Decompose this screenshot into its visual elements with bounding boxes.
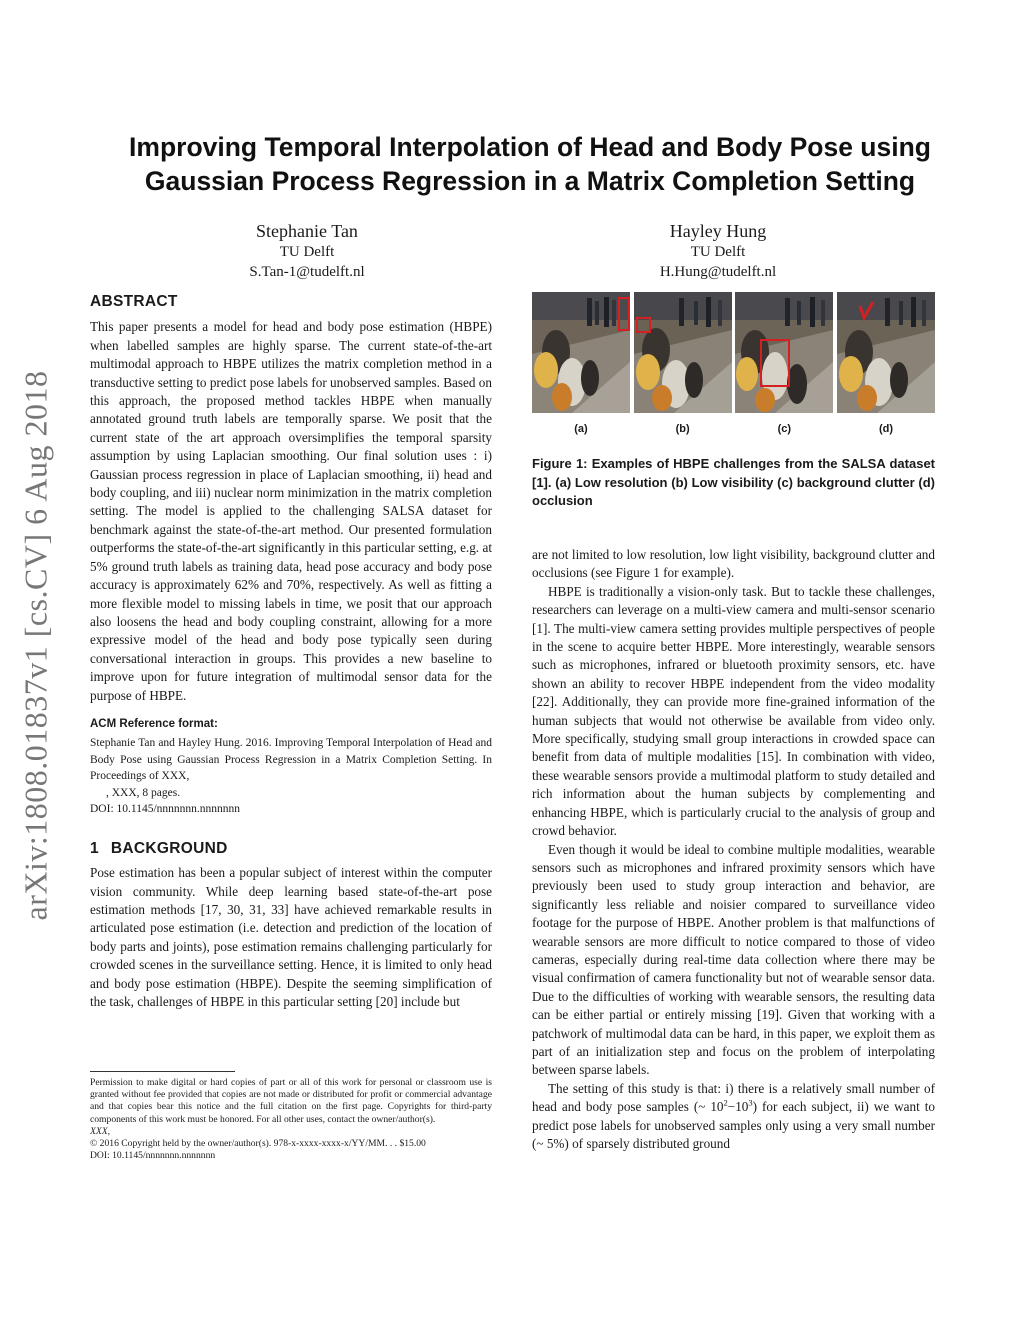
section-number: 1	[90, 839, 99, 857]
arxiv-identifier: arXiv:1808.01837v1 [cs.CV] 6 Aug 2018	[17, 369, 54, 921]
figure-panels	[532, 292, 935, 435]
copyright-text: © 2016 Copyright held by the owner/author(s). 978-x-xxxx-xxxx-x/YY/MM. . . $15.00	[90, 1138, 426, 1150]
title-line-2: Gaussian Process Regression in a Matrix Completion Setting	[144, 166, 916, 196]
figure-panel-a	[532, 292, 630, 435]
paper-title	[60, 130, 1000, 198]
author-block-2	[568, 220, 868, 282]
acm-reference-pages: , XXX, 8 pages.	[106, 786, 181, 799]
exponent: 2	[723, 1097, 728, 1108]
author-name: Hayley Hung	[669, 221, 767, 241]
figure-panel-b	[634, 292, 732, 435]
permission-text: Permission to make digital or hard copies of part or all of this work for personal or classroom use is granted without fee provided that copies are not made or distributed for profit or commercial advantage and that copies bear this notice and the full citation on the first page. Copyrights for third-party components of this work must be honored. For all other uses, contact the owner/author(s).	[90, 1077, 492, 1125]
acm-reference-heading: ACM Reference format:	[90, 717, 218, 730]
author-name: Stephanie Tan	[256, 221, 358, 241]
scene-photo-d	[837, 292, 935, 413]
scene-photo-b	[634, 292, 732, 413]
exponent: 3	[748, 1097, 753, 1108]
panel-label: (a)	[574, 423, 588, 435]
arxiv-stamp	[17, 350, 54, 940]
author-affiliation: TU Delft	[279, 244, 335, 260]
acm-reference-doi: DOI: 10.1145/nnnnnnn.nnnnnnn	[90, 803, 241, 816]
footnote-doi: DOI: 10.1145/nnnnnnn.nnnnnnn	[90, 1150, 216, 1162]
background-paragraph-3: Even though it would be ideal to combine multiple modalities, wearable sensors such as microphones and infrared proximity sensors which have previously been used to study group interaction and behavior, are significantly less reliable and noisier compared to surveillance video footage for the purpose of HBPE. Another problem is that malfunctions of wearable sensors are more difficult to notice compared to those of video cameras, especially during real-time data collection where there may be visual confirmation of camera functionality but not of wearable sensor data. Due to the difficulties of working with wearable sensors, the resulting data can be either partial or entirely missing [19]. Given that working with a patchwork of multimodal data can be hard, in this paper, we exploit them as part of an initialization step and focus on the problem of interpolating between sparse labels.	[532, 841, 935, 1078]
acm-reference-text: Stephanie Tan and Hayley Hung. 2016. Improving Temporal Interpolation of Head and Body Pose using Gaussian Process Regression in a Matrix Completion Setting. In Proceedings of XXX,	[90, 737, 492, 783]
paragraph-text: −10	[727, 1099, 749, 1115]
footnote-divider	[90, 1071, 235, 1072]
paragraph-text: ) for each subject, ii) we want to predict pose labels for unobserved samples only using a very small number (~ 5%) of sparsely distributed ground	[532, 1099, 935, 1151]
right-column	[532, 546, 935, 1153]
section-heading	[90, 840, 492, 858]
author-email: S.Tan-1@tudelft.nl	[249, 264, 365, 280]
background-paragraph-4	[532, 1080, 935, 1154]
background-paragraph-1: Pose estimation has been a popular subject of interest within the computer vision community. While deep learning based state-of-the-art pose estimation methods [17, 30, 31, 33] have achieved remarkable results in articulated pose estimation (i.e. detection and prediction of the location of body parts and joints), pose estimation remains challenging particularly for crowded scenes in the surveillance setting. Hence, it is limited to only head and body pose estimation (HBPE). Despite the seeming simplification of the task, challenges of HBPE in this particular setting [20] include but	[90, 865, 492, 1010]
scene-photo-c	[735, 292, 833, 413]
paragraph-text: The setting of this study is that: i) there is a relatively small number of head and body pose samples (~ 10	[532, 1080, 935, 1115]
background-paragraph-2: HBPE is traditionally a vision-only task. But to tackle these challenges, researchers can leverage on a multi-view camera and multi-sensor scenario [1]. The multi-view camera setting provides multiple perspectives of people in the scene to acquire better HBPE. More interestingly, wearable sensors such as microphones, infrared or bluetooth proximity sensors, etc. have shown an ability to recover HBPE independent from the video modality [22]. Additionally, they can provide more fine-grained information of the human subjects that would not otherwise be available from video only. More specifically, studying small group interactions in crowded space can benefit from data of multiple modalities [15]. In combination with video, these wearable sensors provide a multimodal platform to study detailed and rich information about the human subjects by complementing and enhancing HBPE, which is particularly crucial to the analysis of group and crowd behavior.	[532, 583, 935, 839]
author-affiliation: TU Delft	[690, 244, 746, 260]
figure-panel-d	[837, 292, 935, 435]
copyright-footnote	[90, 1077, 492, 1162]
title-line-1: Improving Temporal Interpolation of Head and Body Pose using	[129, 132, 931, 162]
section-title: BACKGROUND	[110, 839, 228, 857]
background-paragraph-continued: are not limited to low resolution, low light visibility, background clutter and occlusions (see Figure 1 for example).	[532, 547, 935, 581]
figure-caption: Figure 1: Examples of HBPE challenges from the SALSA dataset [1]. (a) Low resolution (b) Low visibility (c) background clutter (d) occlusion	[532, 456, 935, 508]
figure-panel-c	[735, 292, 833, 435]
panel-label: (c)	[777, 423, 792, 435]
abstract-heading: ABSTRACT	[90, 293, 178, 310]
left-column	[90, 293, 492, 1012]
author-email: H.Hung@tudelft.nl	[659, 264, 777, 280]
scene-photo-a	[532, 292, 630, 413]
figure-1	[532, 292, 935, 511]
venue-text: XXX,	[90, 1125, 110, 1137]
panel-label: (d)	[878, 423, 893, 435]
panel-label: (b)	[675, 423, 690, 435]
author-block-1	[157, 220, 457, 282]
abstract-text: This paper presents a model for head and body pose estimation (HBPE) when labelled samples are highly sparse. The current state-of-the-art multimodal approach to HBPE utilizes the matrix completion method in a transductive setting to predict pose labels for unobserved samples. Based on this approach, the proposed method tackles HBPE when manually annotated ground truth labels are temporally sparse. We posit that the current state of the art approach oversimplifies the temporal sparsity assumption by using Laplacian smoothing. Our final solution uses : i) Gaussian process regression in place of Laplacian smoothing, ii) head and body coupling, and iii) nuclear norm minimization in the matrix completion setting. The model is applied to the challenging SALSA dataset for benchmark against the state-of-the-art method. Our presented formulation outperforms the state-of-the-art significantly in this particular setting, e.g. at 5% ground truth labels as training data, head pose accuracy and body pose accuracy is approximately 62% and 70%, respectively. As well as fitting a more flexible model to missing labels in time, we posit that our approach also loosens the head and body coupling constraint, allowing for a more expressive model of the head and body pose typically seen during conversational interaction in groups. This provides a new baseline to improve upon for future integration of multimodal sensor data for the purpose of HBPE.	[90, 319, 492, 703]
